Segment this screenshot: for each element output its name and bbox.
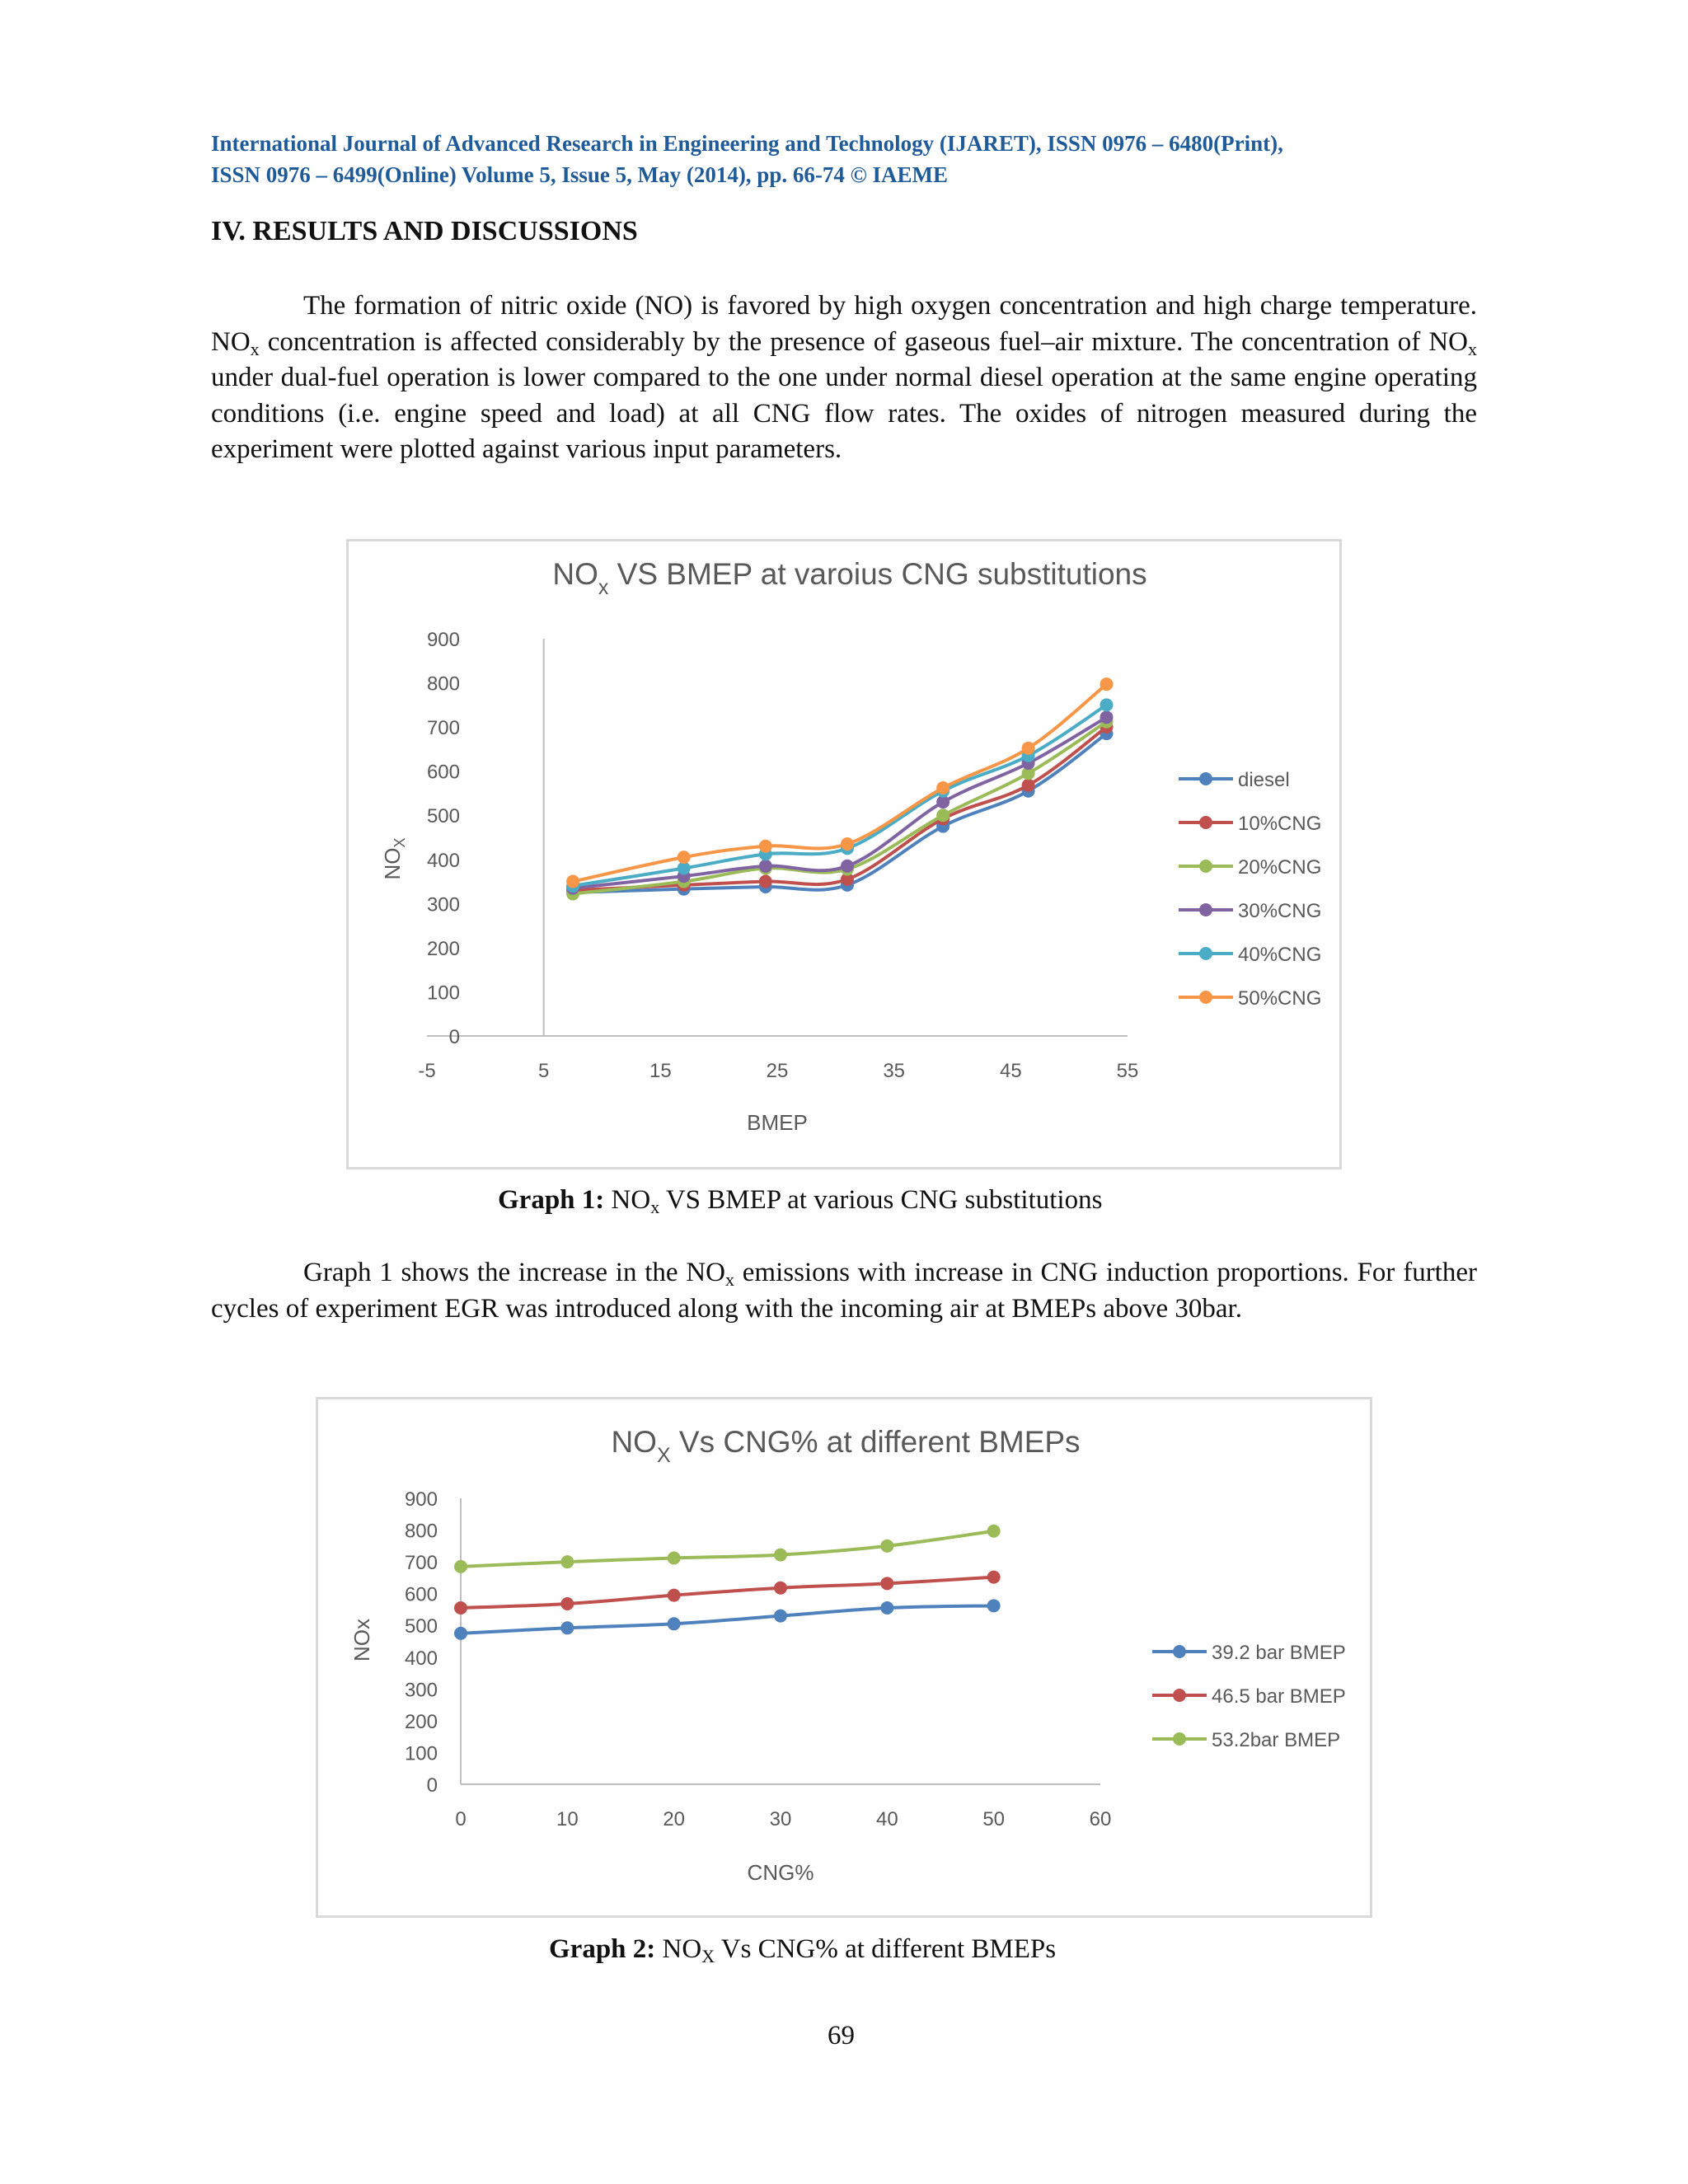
y-tick-label: 0 [448,1026,460,1048]
data-point [454,1560,467,1573]
graph-1-frame [346,539,1342,1169]
legend-label: 50%CNG [1238,987,1322,1010]
data-point [759,860,772,873]
y-tick-label: 900 [426,629,460,651]
paragraph-1: The formation of nitric oxide (NO) is favored by high oxygen concentration and high charge temperature. $NO_x$ concentration is affected considerably by the presence of gaseous fuel–air mixture. The concentration of $NO_x$ under dual-fuel operation is lower compared to the one under normal diesel operation at the same engine operating conditions (i.e. engine speed and load) at all CNG flow rates. The oxides of nitrogen measured during the experiment were plotted against various input parameters. [211,291,1477,464]
data-point [987,1599,1001,1612]
legend-marker [1199,947,1212,960]
data-point [1100,698,1114,711]
x-tick-label: 15 [649,1060,672,1082]
data-point [1100,710,1114,724]
y-tick-label: 800 [404,1520,438,1543]
y-tick-label: 400 [426,849,460,872]
data-point [668,1551,681,1564]
data-point [936,808,950,822]
y-tick-label: 0 [426,1774,438,1797]
graph-2-y-axis-label: NOx [349,1619,374,1661]
data-point [1100,677,1114,691]
graph-2-frame [316,1397,1372,1918]
legend-marker [1199,991,1212,1004]
legend-marker [1199,772,1212,785]
data-point [987,1525,1001,1538]
y-tick-label: 700 [404,1552,438,1575]
y-tick-label: 300 [426,893,460,916]
journal-header-line-1: International Journal of Advanced Research in Engineering and Technology (IJARET), ISSN 0976 – 6480(Print), [211,131,1283,156]
x-tick-label: 35 [883,1060,906,1082]
graph-1-title: $NO_x$ VS BMEP at varoius CNG substitutions [552,557,1147,599]
legend-label: 53.2bar BMEP [1212,1729,1341,1751]
x-tick-label: 45 [999,1060,1022,1082]
data-point [560,1621,574,1634]
data-point [560,1555,574,1568]
data-point [880,1540,893,1553]
legend-label: 46.5 bar BMEP [1212,1685,1346,1708]
graph-1-y-axis-label: $NO_X$ [380,837,408,880]
legend-marker [1199,816,1212,829]
y-tick-label: 900 [404,1488,438,1511]
graph-2-x-axis-label: CNG% [747,1860,814,1885]
graph-1-caption: Graph 1: $NO_x$ VS BMEP at various CNG substitutions [498,1185,1103,1217]
legend-label: diesel [1238,769,1290,791]
data-point [560,1597,574,1610]
x-tick-label: 5 [537,1060,550,1082]
x-tick-label: 25 [766,1060,789,1082]
y-tick-label: 600 [404,1583,438,1606]
data-point [454,1601,467,1615]
page-number: 69 [828,2021,855,2050]
data-point [1022,779,1035,792]
x-tick-label: 20 [663,1808,686,1830]
data-point [880,1601,893,1615]
data-point [566,875,579,888]
data-point [774,1610,787,1623]
graph-2-caption: Graph 2: $NO_X$ Vs CNG% at different BMEPs [549,1934,1057,1966]
journal-header-line-2: ISSN 0976 – 6499(Online) Volume 5, Issue 5, May (2014), pp. 66-74 © IAEME [211,162,949,187]
y-tick-label: 200 [404,1710,438,1733]
graph-1-x-axis-label: BMEP [747,1110,808,1135]
y-tick-label: 500 [404,1615,438,1638]
y-tick-label: 200 [426,937,460,960]
data-point [841,860,854,873]
paragraph-2: Graph 1 shows the increase in the $NO_x$ emissions with increase in CNG induction proportions. For further cycles of experiment EGR was introduced along with the incoming air at BMEPs above 30bar. [211,1258,1477,1324]
graph-2-title: $NO_X$ Vs CNG% at different BMEPs [611,1425,1081,1467]
data-point [774,1582,787,1595]
series-line [461,1577,994,1608]
y-tick-label: 700 [426,717,460,740]
data-point [759,840,772,853]
data-point [678,851,691,864]
data-point [668,1589,681,1602]
data-point [774,1549,787,1562]
x-tick-label: 10 [556,1808,579,1830]
journal-header [211,128,1477,190]
data-point [841,837,854,851]
x-tick-label: 55 [1116,1060,1139,1082]
legend-marker [1173,1689,1186,1702]
x-tick-label: 40 [875,1808,898,1830]
legend-label: 10%CNG [1238,813,1322,835]
y-tick-label: 400 [404,1647,438,1670]
x-tick-label: 50 [982,1808,1006,1830]
series-line [461,1605,994,1633]
x-tick-label: 30 [769,1808,792,1830]
y-tick-label: 800 [426,673,460,696]
legend-label: 40%CNG [1238,944,1322,966]
legend-marker [1173,1645,1186,1658]
data-point [454,1627,467,1640]
legend-marker [1199,860,1212,873]
y-tick-label: 300 [404,1679,438,1702]
data-point [987,1571,1001,1584]
legend-marker [1173,1732,1186,1746]
data-point [936,781,950,794]
data-point [1022,742,1035,755]
data-point [759,875,772,888]
data-point [880,1577,893,1590]
legend-label: 39.2 bar BMEP [1212,1642,1346,1664]
y-tick-label: 600 [426,761,460,784]
x-tick-label: 0 [455,1808,467,1830]
x-tick-label: -5 [418,1060,436,1082]
y-tick-label: 500 [426,805,460,828]
data-point [668,1617,681,1630]
graph-2-chart [318,1399,1375,1920]
y-tick-label: 100 [404,1742,438,1765]
series-line [461,1531,994,1567]
y-tick-label: 100 [426,982,460,1005]
legend-marker [1199,903,1212,916]
legend-label: 20%CNG [1238,856,1322,879]
x-tick-label: 60 [1089,1808,1112,1830]
legend-label: 30%CNG [1238,900,1322,922]
graph-1-chart [349,541,1344,1172]
section-heading: IV. RESULTS AND DISCUSSIONS [211,216,638,246]
